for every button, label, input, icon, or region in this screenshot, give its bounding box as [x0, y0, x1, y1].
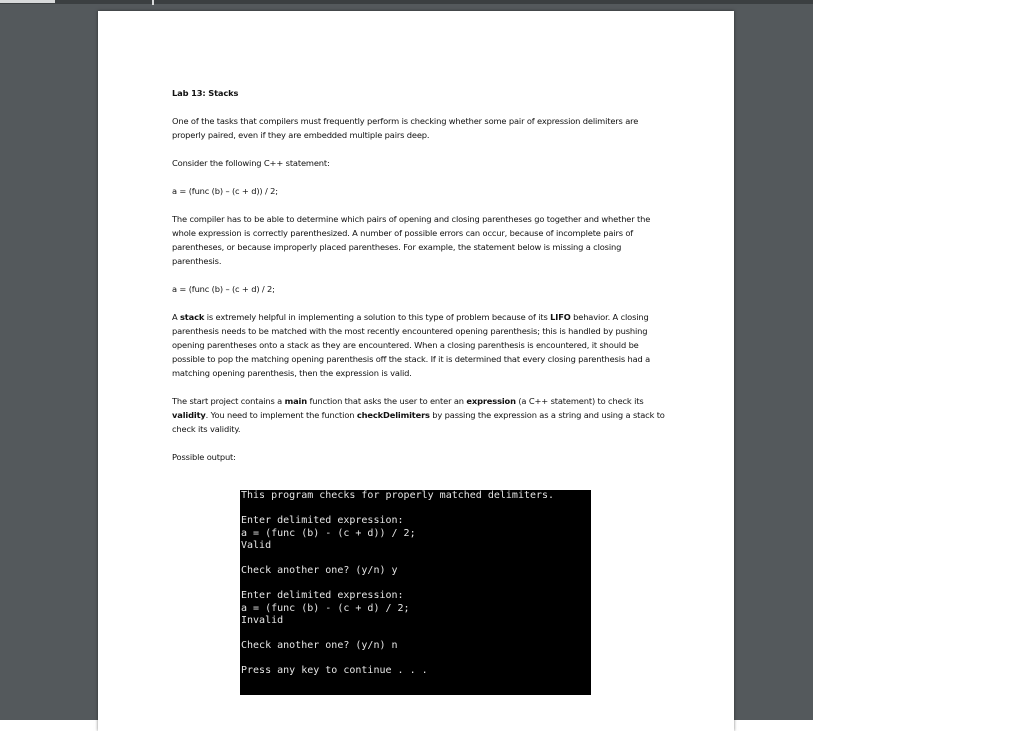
text-run: behavior. A closing parenthesis needs to be matched with the most recently encountered opening parenthesis; this is handled by pushing opening parentheses onto a stack as they are encountered. When a closing parenthesis is encountered, it should be possible to pop the matching opening parenthesis off the stack. If it is determined that every closing parenthesis had a matching opening parenthesis, then the expression is valid.	[172, 312, 651, 378]
console-line: a = (func (b) - (c + d)) / 2;	[241, 527, 416, 539]
viewer-toolbar	[0, 0, 813, 4]
bold-term-expression: expression	[466, 396, 516, 406]
bold-term-main: main	[284, 396, 307, 406]
console-line: Invalid	[241, 615, 284, 626]
text-run: is extremely helpful in implementing a solution to this type of problem because of its	[204, 312, 551, 322]
console-line	[240, 653, 591, 666]
toolbar-divider	[152, 0, 154, 5]
console-line: Check another one? (y/n) y	[241, 565, 398, 576]
text-run: function that asks the user to enter an	[307, 396, 467, 406]
document-title: Lab 13: Stacks	[172, 88, 239, 98]
console-line: Valid	[241, 540, 272, 551]
console-output-screenshot	[240, 490, 591, 695]
console-line	[240, 578, 591, 591]
document-page	[98, 11, 734, 731]
console-line	[240, 553, 591, 566]
bold-term-lifo: LIFO	[550, 312, 571, 322]
console-line: Check another one? (y/n) n	[241, 640, 398, 651]
bold-term-checkdelimiters: checkDelimiters	[356, 410, 430, 420]
console-line: Enter delimited expression:	[241, 515, 404, 526]
console-line	[240, 503, 591, 516]
console-line: Enter delimited expression:	[241, 590, 404, 601]
console-line: This program checks for properly matched delimiters.	[241, 490, 555, 501]
text-run: by passing the expression as a string and using a stack to check its validity.	[172, 410, 665, 434]
toolbar-tab[interactable]	[0, 0, 55, 3]
text-run: The start project contains a	[172, 396, 285, 406]
console-line	[240, 628, 591, 641]
console-line: a = (func (b) - (c + d) / 2;	[241, 602, 410, 614]
text-run: A	[172, 312, 181, 322]
paragraph-intro: One of the tasks that compilers must frequently perform is checking whether some pair of expression delimiters are properly paired, even if they are embedded multiple pairs deep.	[172, 116, 639, 140]
code-example-valid: a = (func (b) – (c + d)) / 2;	[172, 186, 278, 196]
code-example-invalid: a = (func (b) – (c + d) / 2;	[172, 284, 275, 294]
paragraph-stack	[172, 310, 667, 380]
paragraph-start-project	[172, 394, 667, 436]
console-line: Press any key to continue . . .	[241, 665, 428, 676]
text-run: (a C++ statement) to check its	[515, 396, 644, 406]
bold-term-validity: validity	[172, 410, 206, 420]
bold-term-stack: stack	[180, 312, 205, 322]
paragraph-compiler: The compiler has to be able to determine which pairs of opening and closing parentheses go together and whether the whole expression is correctly parenthesized. A number of possible errors can occur, because of incomplete pairs of parentheses, or because improperly placed parentheses. For example, the statement below is missing a closing parenthesis.	[172, 214, 651, 266]
page-content	[172, 86, 667, 478]
text-run: . You need to implement the function	[205, 410, 357, 420]
paragraph-possible-output: Possible output:	[172, 452, 236, 462]
paragraph-consider: Consider the following C++ statement:	[172, 158, 330, 168]
